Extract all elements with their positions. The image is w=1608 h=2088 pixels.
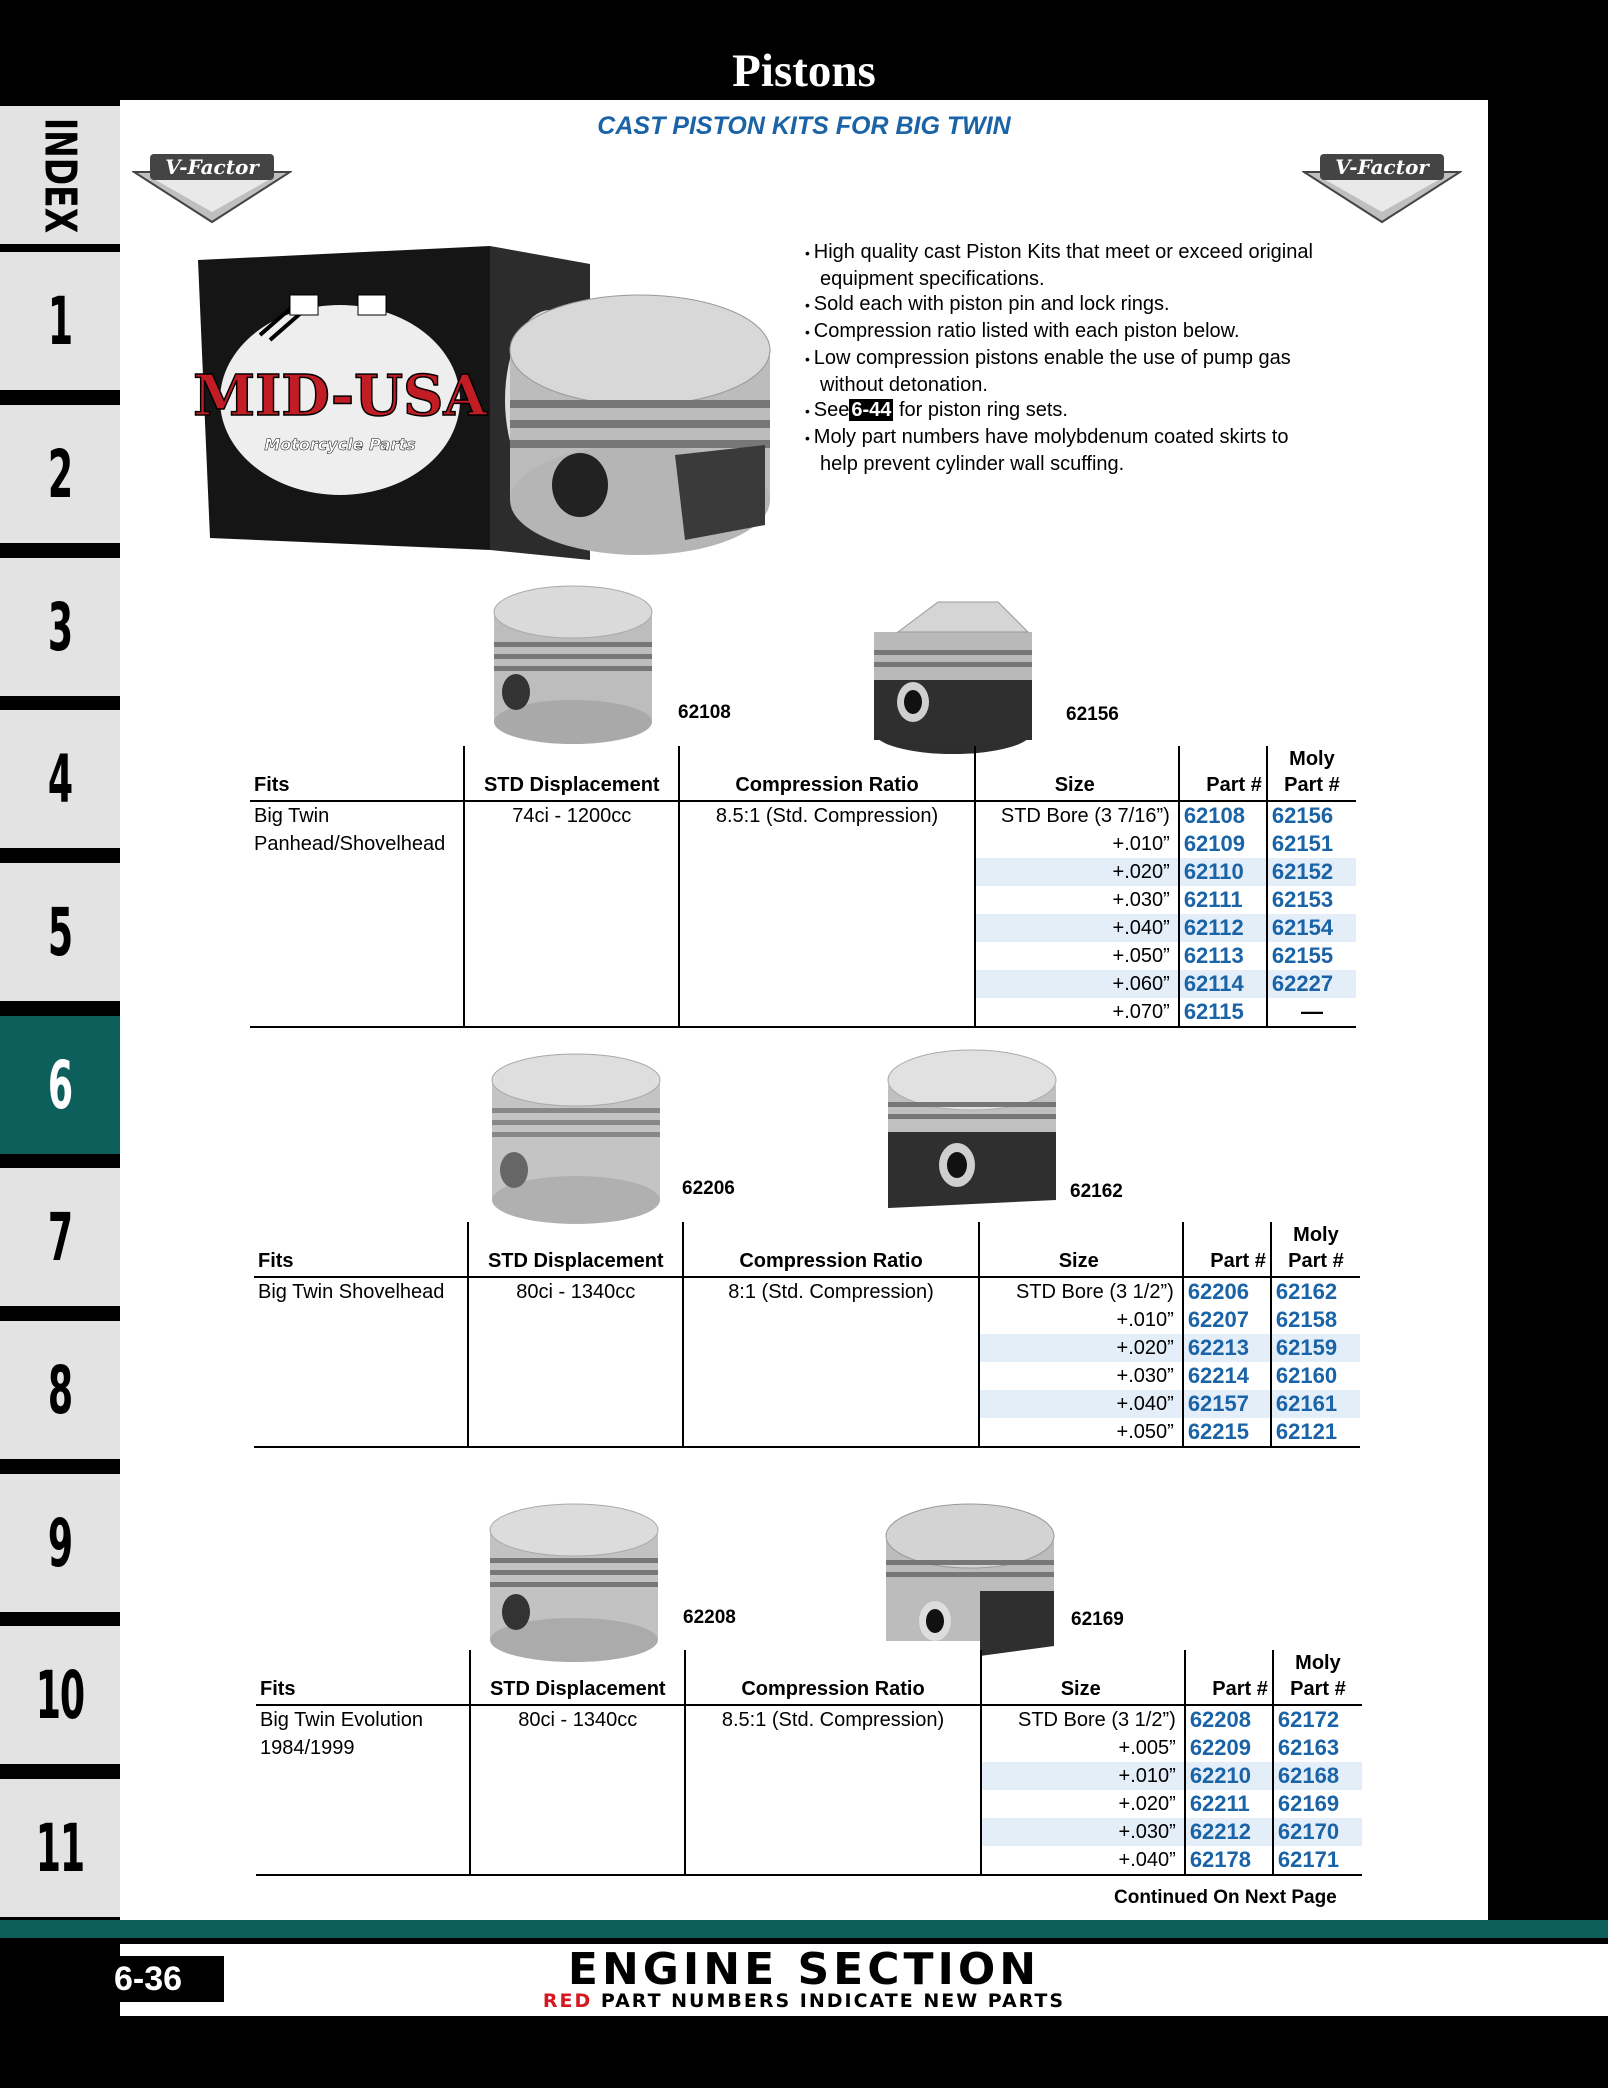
displacement-cell	[464, 886, 679, 914]
fits-cell: Big Twin Shovelhead	[254, 1277, 468, 1306]
col-displacement: STD Displacement	[468, 1222, 683, 1277]
size-cell: +.010”	[981, 1762, 1185, 1790]
displacement-cell	[464, 858, 679, 886]
fits-cell: Big Twin Evolution	[256, 1705, 470, 1734]
displacement-cell	[464, 914, 679, 942]
size-cell: +.020”	[979, 1334, 1183, 1362]
feature-bullet-list	[805, 240, 1325, 477]
part-number-link[interactable]: 62115	[1179, 998, 1267, 1027]
size-cell: +.040”	[981, 1846, 1185, 1875]
piston-image-62108	[488, 582, 658, 752]
moly-part-label: Part #	[1288, 1250, 1344, 1272]
moly-part-number-link[interactable]: 62121	[1271, 1418, 1360, 1447]
tab-label: 3	[47, 588, 73, 666]
tab-9[interactable]	[0, 1474, 120, 1612]
col-size: Size	[975, 746, 1179, 801]
table-row	[254, 1362, 1360, 1390]
tab-label: 1	[47, 282, 73, 360]
page-reference-link[interactable]: 6-44	[851, 399, 892, 422]
fits-cell	[254, 1362, 468, 1390]
fits-cell	[250, 970, 464, 998]
table-row	[256, 1790, 1362, 1818]
size-cell: +.070”	[975, 998, 1179, 1027]
displacement-cell	[468, 1362, 683, 1390]
tab-label: 9	[47, 1504, 73, 1582]
displacement-cell: 80ci - 1340cc	[470, 1705, 685, 1734]
col-compression: Compression Ratio	[683, 1222, 978, 1277]
compression-cell	[683, 1390, 978, 1418]
tab-label: 6	[47, 1046, 73, 1124]
part-number-link[interactable]: 62108	[1179, 801, 1267, 830]
displacement-cell: 74ci - 1200cc	[464, 801, 679, 830]
compression-cell	[685, 1734, 980, 1762]
tab-4[interactable]	[0, 710, 120, 848]
col-part: Part #	[1183, 1222, 1271, 1277]
col-moly-part	[1267, 746, 1356, 801]
part-number-link[interactable]: 62109	[1179, 830, 1267, 858]
page-subtitle: CAST PISTON KITS FOR BIG TWIN	[597, 112, 1011, 140]
image-part-number: 62162	[1070, 1181, 1123, 1202]
compression-cell	[683, 1418, 978, 1447]
table-row	[254, 1334, 1360, 1362]
image-part-number: 62208	[683, 1607, 736, 1628]
table-row	[250, 998, 1356, 1027]
moly-part-label: Part #	[1284, 774, 1340, 796]
tab-label: 4	[47, 740, 73, 818]
size-cell: +.040”	[975, 914, 1179, 942]
fits-cell	[254, 1306, 468, 1334]
moly-part-number-link[interactable]: 62154	[1267, 914, 1356, 942]
bullet-item	[805, 398, 1325, 425]
piston-image-62208	[484, 1500, 664, 1670]
compression-cell	[679, 858, 974, 886]
tab-5[interactable]	[0, 863, 120, 1001]
table-row	[250, 858, 1356, 886]
size-cell: +.060”	[975, 970, 1179, 998]
size-cell: STD Bore (3 1/2”)	[981, 1705, 1185, 1734]
compression-cell	[683, 1306, 978, 1334]
footer-note-text: PART NUMBERS INDICATE NEW PARTS	[592, 1990, 1066, 2012]
displacement-cell	[464, 970, 679, 998]
table-row	[256, 1762, 1362, 1790]
displacement-cell	[464, 942, 679, 970]
part-number-link[interactable]: 62214	[1183, 1362, 1271, 1390]
tab-10[interactable]	[0, 1626, 120, 1764]
col-compression: Compression Ratio	[679, 746, 974, 801]
bullet-item: • Sold each with piston pin and lock rings.	[805, 292, 1325, 319]
table-row	[250, 970, 1356, 998]
displacement-cell	[464, 998, 679, 1027]
col-fits: Fits	[256, 1650, 470, 1705]
col-moly-part	[1271, 1222, 1360, 1277]
displacement-cell	[470, 1762, 685, 1790]
bullet-item: • Moly part numbers have molybdenum coated skirts to help prevent cylinder wall scuffing.	[805, 425, 1325, 477]
displacement-cell	[470, 1846, 685, 1875]
bullet-text: for piston ring sets.	[893, 399, 1068, 422]
continued-note: Continued On Next Page	[1114, 1887, 1337, 1908]
compression-cell: 8:1 (Std. Compression)	[683, 1277, 978, 1306]
moly-part-number-link[interactable]: 62160	[1275, 1363, 1338, 1388]
part-number-link[interactable]: 62157	[1183, 1390, 1271, 1418]
compression-cell	[683, 1362, 978, 1390]
page-number: 6-36	[72, 1956, 224, 2002]
col-part: Part #	[1185, 1650, 1273, 1705]
fits-cell	[250, 886, 464, 914]
footer-note	[0, 1990, 1608, 2012]
tab-label: 5	[47, 893, 73, 971]
size-cell: +.030”	[981, 1818, 1185, 1846]
part-number-link[interactable]: 62209	[1185, 1734, 1273, 1762]
col-size: Size	[981, 1650, 1185, 1705]
table-row	[250, 942, 1356, 970]
piston-image-62169	[880, 1496, 1060, 1672]
fits-cell	[254, 1334, 468, 1362]
parts-table-evolution	[256, 1650, 1362, 1876]
part-number-link[interactable]: 62113	[1179, 942, 1267, 970]
table-row	[250, 801, 1356, 830]
tab-label: 11	[35, 1809, 85, 1887]
footer-section-title: ENGINE SECTION	[567, 1944, 1041, 1995]
svg-text:V-Factor: V-Factor	[1335, 155, 1429, 179]
bullet-item: • High quality cast Piston Kits that meet or exceed original equipment specifications.	[805, 240, 1325, 292]
compression-cell	[679, 970, 974, 998]
compression-cell	[679, 942, 974, 970]
fits-cell	[250, 998, 464, 1027]
parts-table-panhead-shovelhead	[250, 746, 1356, 1028]
parts-table-shovelhead	[254, 1222, 1360, 1448]
moly-part-number-link[interactable]: 62172	[1277, 1707, 1340, 1732]
size-cell: +.030”	[975, 886, 1179, 914]
displacement-cell	[470, 1734, 685, 1762]
fits-cell	[250, 914, 464, 942]
tab-7[interactable]	[0, 1168, 120, 1306]
part-number-link[interactable]: 62114	[1179, 970, 1267, 998]
tab-3[interactable]	[0, 558, 120, 696]
svg-text:MID-USA: MID-USA	[193, 363, 487, 429]
tab-index[interactable]	[0, 106, 120, 244]
moly-part-number-link[interactable]: 62158	[1275, 1307, 1338, 1332]
compression-cell: 8.5:1 (Std. Compression)	[679, 801, 974, 830]
right-margin-bar	[1488, 100, 1608, 1920]
col-compression: Compression Ratio	[685, 1650, 980, 1705]
size-cell: +.040”	[979, 1390, 1183, 1418]
size-cell: +.050”	[975, 942, 1179, 970]
size-cell: +.020”	[981, 1790, 1185, 1818]
tab-11[interactable]	[0, 1779, 120, 1917]
size-cell: +.005”	[981, 1734, 1185, 1762]
compression-cell	[679, 886, 974, 914]
table-row	[256, 1818, 1362, 1846]
tab-2[interactable]	[0, 405, 120, 543]
moly-part-number-link[interactable]: 62163	[1277, 1735, 1340, 1760]
fits-cell	[254, 1418, 468, 1447]
piston-kit-box-image	[190, 240, 790, 580]
piston-image-62206	[486, 1050, 666, 1230]
table-row	[254, 1390, 1360, 1418]
moly-label: Moly	[1293, 1224, 1339, 1246]
col-part: Part #	[1179, 746, 1267, 801]
table-row	[250, 830, 1356, 858]
compression-cell	[679, 998, 974, 1027]
moly-part-number-link[interactable]: 62152	[1267, 858, 1356, 886]
image-part-number: 62156	[1066, 704, 1119, 725]
fits-cell	[250, 858, 464, 886]
part-number-link[interactable]: 62178	[1185, 1846, 1273, 1875]
fits-cell	[256, 1818, 470, 1846]
moly-part-number-link[interactable]: 62161	[1271, 1390, 1360, 1418]
image-part-number: 62169	[1071, 1609, 1124, 1630]
moly-label: Moly	[1295, 1652, 1341, 1674]
part-number-link[interactable]: 62112	[1179, 914, 1267, 942]
part-number-link[interactable]: 62208	[1185, 1705, 1273, 1734]
v-factor-logo-left	[132, 150, 292, 225]
table-row	[254, 1418, 1360, 1447]
table-row	[250, 914, 1356, 942]
compression-cell	[679, 830, 974, 858]
col-fits: Fits	[254, 1222, 468, 1277]
bullet-text: See	[813, 399, 850, 422]
image-part-number: 62108	[678, 702, 731, 723]
size-cell: STD Bore (3 1/2”)	[979, 1277, 1183, 1306]
bullet-item: • Low compression pistons enable the use of pump gas without detonation.	[805, 346, 1325, 398]
compression-cell	[685, 1846, 980, 1875]
displacement-cell	[470, 1818, 685, 1846]
fits-cell	[256, 1762, 470, 1790]
size-cell: +.030”	[979, 1362, 1183, 1390]
part-number-link[interactable]: 62212	[1185, 1818, 1273, 1846]
side-tab-strip	[0, 100, 120, 1920]
moly-part-number-link[interactable]: 62162	[1275, 1279, 1338, 1304]
part-number-link[interactable]: 62206	[1183, 1277, 1271, 1306]
fits-cell	[254, 1390, 468, 1418]
table-row	[250, 886, 1356, 914]
size-cell: +.050”	[979, 1418, 1183, 1447]
displacement-cell	[468, 1306, 683, 1334]
part-number-link[interactable]: 62215	[1183, 1418, 1271, 1447]
tab-6[interactable]	[0, 1016, 120, 1154]
tab-label: INDEX	[34, 117, 86, 233]
footer-note-red: RED	[542, 1990, 593, 2012]
displacement-cell: 80ci - 1340cc	[468, 1277, 683, 1306]
compression-cell	[685, 1790, 980, 1818]
tab-1[interactable]	[0, 252, 120, 390]
col-moly-part	[1273, 1650, 1362, 1705]
fits-cell: Big Twin	[250, 801, 464, 830]
part-number-link[interactable]: 62207	[1183, 1306, 1271, 1334]
table-row	[256, 1705, 1362, 1734]
bullet-item: • Compression ratio listed with each piston below.	[805, 319, 1325, 346]
col-displacement: STD Displacement	[464, 746, 679, 801]
piston-image-62162	[882, 1040, 1062, 1220]
part-number-link[interactable]: 62110	[1179, 858, 1267, 886]
table-row	[256, 1846, 1362, 1875]
moly-part-number-link[interactable]: 62170	[1273, 1818, 1362, 1846]
displacement-cell	[470, 1790, 685, 1818]
part-number-link[interactable]: 62211	[1185, 1790, 1273, 1818]
moly-part-label: Part #	[1290, 1678, 1346, 1700]
moly-part-number-link[interactable]: 62159	[1271, 1334, 1360, 1362]
page-title: Pistons	[732, 45, 876, 97]
compression-cell: 8.5:1 (Std. Compression)	[685, 1705, 980, 1734]
moly-part-number-link[interactable]: 62168	[1273, 1762, 1362, 1790]
col-fits: Fits	[250, 746, 464, 801]
table-row	[254, 1277, 1360, 1306]
col-size: Size	[979, 1222, 1183, 1277]
part-number-link[interactable]: 62213	[1183, 1334, 1271, 1362]
fits-cell	[250, 942, 464, 970]
footer-accent-stripe	[0, 1920, 1608, 1938]
table-row	[256, 1734, 1362, 1762]
moly-part-number-link[interactable]: 62156	[1271, 803, 1334, 828]
moly-part-number-link[interactable]: 62153	[1271, 887, 1334, 912]
size-cell: +.020”	[975, 858, 1179, 886]
displacement-cell	[464, 830, 679, 858]
compression-cell	[685, 1762, 980, 1790]
size-cell: STD Bore (3 7/16”)	[975, 801, 1179, 830]
size-cell: +.010”	[975, 830, 1179, 858]
svg-text:Motorcycle Parts: Motorcycle Parts	[264, 435, 416, 454]
fits-cell	[256, 1846, 470, 1875]
moly-part-number-link[interactable]: 62169	[1277, 1791, 1340, 1816]
moly-part-number-link[interactable]: 62155	[1271, 943, 1334, 968]
v-factor-logo-right	[1302, 150, 1462, 225]
part-number-link[interactable]: 62210	[1185, 1762, 1273, 1790]
col-displacement: STD Displacement	[470, 1650, 685, 1705]
fits-cell: Panhead/Shovelhead	[250, 830, 464, 858]
tab-8[interactable]	[0, 1321, 120, 1459]
moly-part-number-link[interactable]: 62171	[1273, 1846, 1362, 1875]
part-number-link[interactable]: 62111	[1179, 886, 1267, 914]
table-row	[254, 1306, 1360, 1334]
image-part-number: 62206	[682, 1178, 735, 1199]
compression-cell	[685, 1818, 980, 1846]
moly-part-number-link[interactable]: 62151	[1271, 831, 1334, 856]
size-cell: +.010”	[979, 1306, 1183, 1334]
displacement-cell	[468, 1334, 683, 1362]
piston-image-62156	[868, 592, 1038, 762]
compression-cell	[683, 1334, 978, 1362]
displacement-cell	[468, 1418, 683, 1447]
displacement-cell	[468, 1390, 683, 1418]
compression-cell	[679, 914, 974, 942]
moly-label: Moly	[1289, 748, 1335, 770]
fits-cell	[256, 1790, 470, 1818]
tab-label: 10	[35, 1656, 85, 1734]
tab-label: 2	[47, 435, 73, 513]
tab-label: 8	[47, 1351, 73, 1429]
moly-part-number-link[interactable]: 62227	[1267, 970, 1356, 998]
moly-part-number-cell: —	[1267, 998, 1356, 1027]
tab-label: 7	[47, 1198, 73, 1276]
svg-text:V-Factor: V-Factor	[165, 155, 259, 179]
fits-cell: 1984/1999	[256, 1734, 470, 1762]
